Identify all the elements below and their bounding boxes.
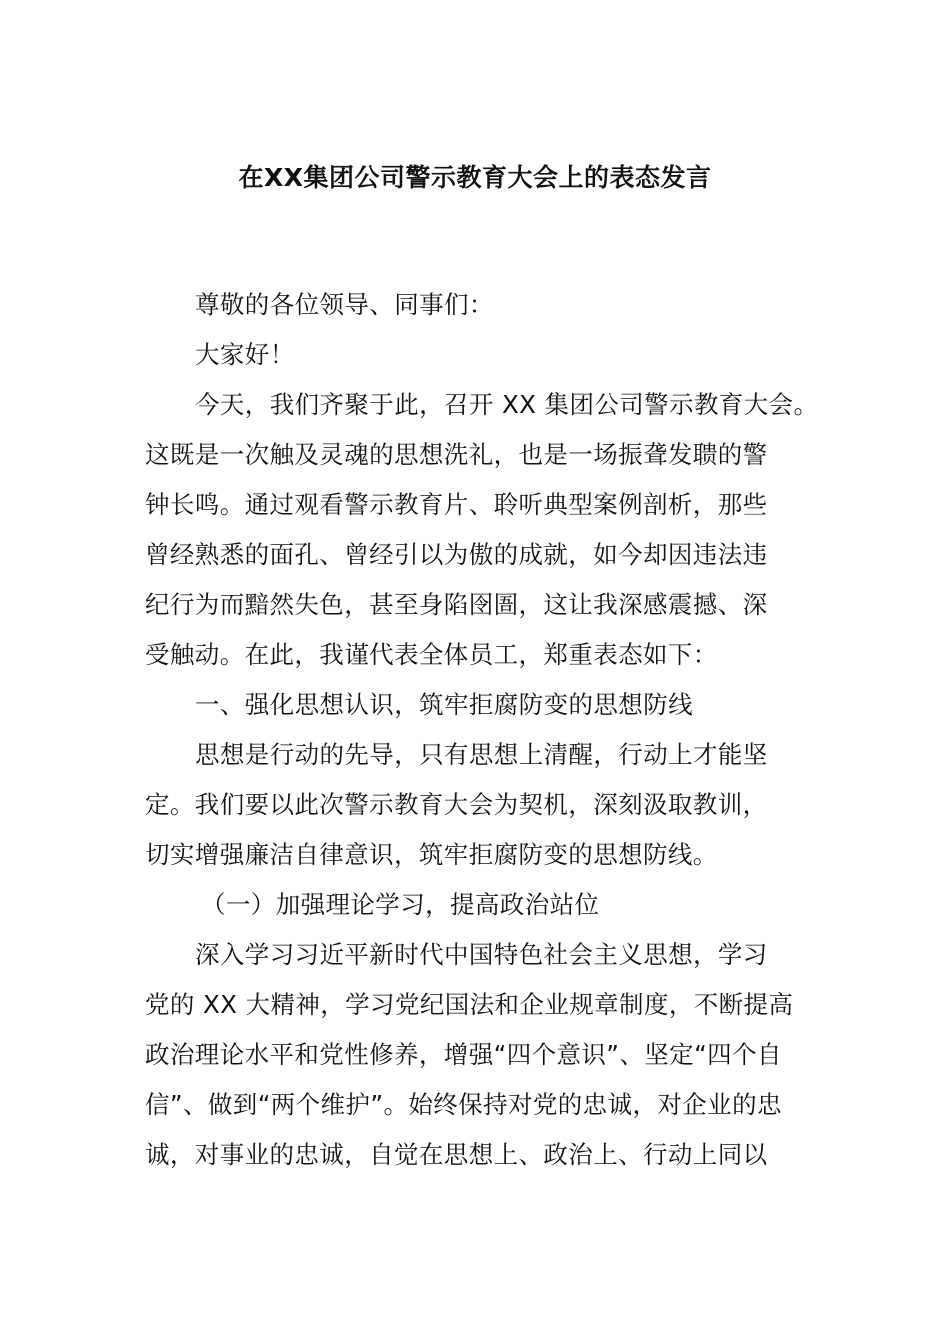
paragraph-line: 钟长鸣。通过观看警示教育片、聆听典型案例剖析，那些 — [145, 490, 768, 519]
paragraph-line: 诚，对事业的忠诚，自觉在思想上、政治上、行动上同以 — [145, 1140, 768, 1169]
paragraph-line: 思想是行动的先导，只有思想上清醒，行动上才能坚 — [195, 740, 768, 769]
paragraph-line: 今天，我们齐聚于此，召开 XX 集团公司警示教育大会。 — [195, 390, 819, 419]
document-body — [145, 280, 825, 1180]
paragraph-line: 信”、做到“两个维护”。始终保持对党的忠诚，对企业的忠 — [145, 1090, 782, 1119]
section-heading: 一、强化思想认识，筑牢拒腐防变的思想防线 — [195, 690, 693, 719]
paragraph-line: 受触动。在此，我谨代表全体员工，郑重表态如下： — [145, 640, 718, 669]
paragraph-line: 纪行为而黯然失色，甚至身陷囹圄，这让我深感震撼、深 — [145, 590, 768, 619]
paragraph-line: 曾经熟悉的面孔、曾经引以为傲的成就，如今却因违法违 — [145, 540, 768, 569]
paragraph-line: 切实增强廉洁自律意识，筑牢拒腐防变的思想防线。 — [145, 840, 718, 869]
paragraph-line: 政治理论水平和党性修养，增强“四个意识”、坚定“四个自 — [145, 1040, 782, 1069]
greeting: 大家好！ — [195, 340, 295, 369]
paragraph-line: 党的 XX 大精神，学习党纪国法和企业规章制度，不断提高 — [145, 990, 794, 1019]
paragraph-line: 这既是一次触及灵魂的思想洗礼，也是一场振聋发聩的警 — [145, 440, 768, 469]
paragraph-line: 定。我们要以此次警示教育大会为契机，深刻汲取教训， — [145, 790, 768, 819]
salutation: 尊敬的各位领导、同事们： — [195, 290, 494, 319]
document-title: 在XX集团公司警示教育大会上的表态发言 — [238, 163, 712, 192]
subsection-heading: （一）加强理论学习，提高政治站位 — [201, 890, 600, 919]
paragraph-line: 深入学习习近平新时代中国特色社会主义思想，学习 — [195, 940, 768, 969]
